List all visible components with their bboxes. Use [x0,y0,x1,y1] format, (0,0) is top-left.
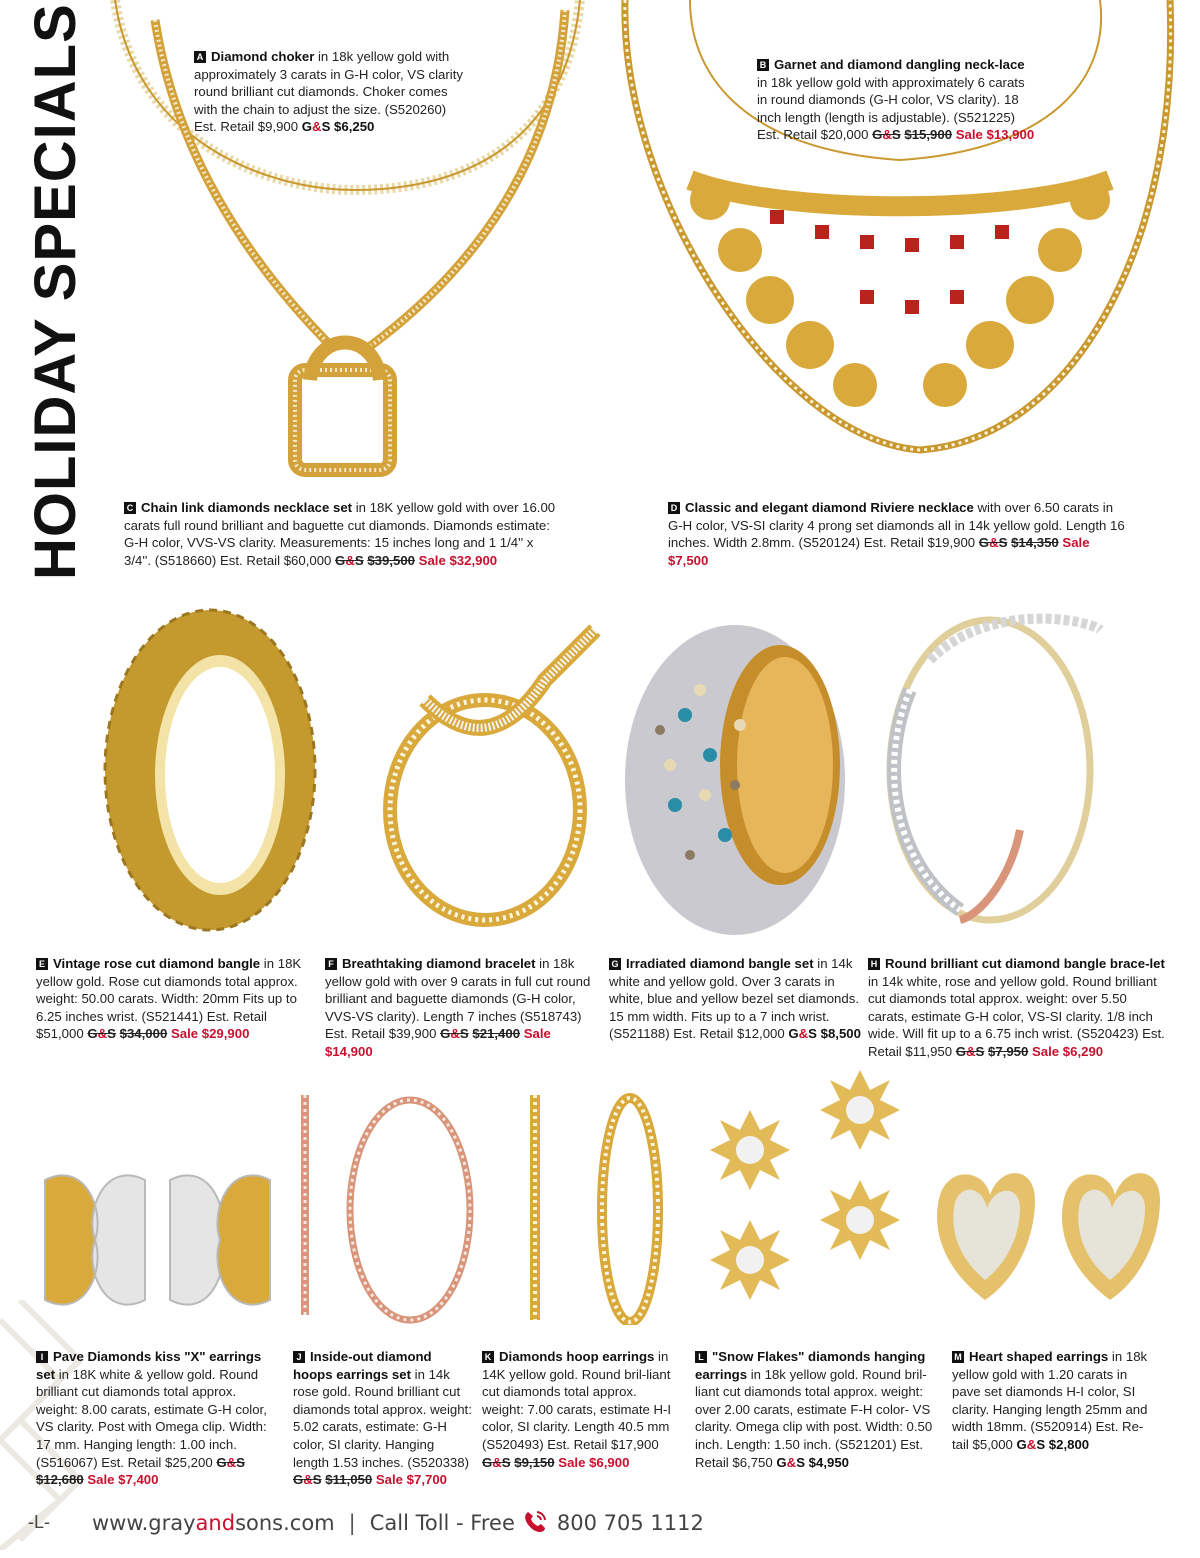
item-details: in 18k yellow gold with over 9 carats in full cut round brilliant and baguette diamonds (G-H color, VVS-VS clarity). Length 7 inches (S518743) Est. Retail $39,900 [325,956,591,1042]
gs-price: $6,250 [334,119,375,135]
item-d-description [668,499,1128,569]
item-c-description [124,499,564,569]
gs-label: G&S [293,1472,322,1488]
item-name: Classic and elegant diamond Riviere necklace [685,500,974,515]
item-letter-badge: G [609,958,621,970]
gs-price: $2,800 [1048,1436,1090,1452]
gs-label: G&S [301,119,331,135]
item-details: in 14k white, rose and yellow gold. Round brilliant cut diamonds total approx. weight: over 5.50 carats, estimate G-H color, VS-SI clarity. 1/8 inch wide. Will fit up to a 6.75 inch wrist. (S520423) Est. Retail $11,950 [868,973,1165,1059]
item-letter-badge: F [325,958,337,970]
item-name: Garnet and diamond dangling neck-lace [774,57,1025,72]
item-details: in 18k yellow gold with approximately 6 carats in round diamonds (G-H color, VS clarity). 18 inch length (length is adjustable). (S521225) Est. Retail $20,000 [757,74,1025,143]
item-details: in 18k yellow gold with 1.20 carats in pave set diamonds H-I color, SI clarity. Hanging length 25mm and width 18mm. (S520914) Est. Re-tail $5,000 [952,1349,1148,1452]
item-letter-badge: L [695,1351,707,1363]
item-letter-badge: B [757,59,769,71]
strike-price: $11,050 [325,1472,373,1488]
sale-price: Sale $6,290 [1032,1043,1104,1059]
gs-label: G&S [216,1454,245,1470]
item-i-description [36,1348,272,1489]
strike-price: $15,900 [904,127,953,143]
website-post: sons.com [235,1511,335,1535]
item-name: Diamond choker [211,49,315,64]
gs-label: G&S [872,127,901,143]
item-details: in 18K yellow gold. Rose cut diamonds total approx. weight: 50.00 carats. Width: 20mm Fits up to 6.25 inches wrist. (S521441) Est. Retail $51,000 [36,956,302,1042]
irradiated-diamond-bangle-image [615,605,860,940]
item-details: in 18K yellow gold with over 16.00 carats full round brilliant and baguette cut diamonds. Diamonds estimate: G-H color, VVS-VS clarity. Measurements: 15 inches long and 1 1/4'' x 3/4''. (S518660) Est. Retail $60,000 [124,500,556,568]
gs-price: $4,950 [808,1454,849,1470]
yellow-gold-hoops-image [510,1085,680,1325]
sale-price: Sale $7,400 [87,1472,159,1488]
website-and: and [195,1511,236,1535]
pave-x-earrings-image [35,1160,285,1320]
gs-price: $8,500 [820,1026,861,1042]
item-g-description [609,955,861,1043]
footer-separator: | [348,1511,356,1535]
item-letter-badge: M [952,1351,964,1363]
item-letter-badge: K [482,1351,494,1363]
sale-price: Sale $14,900 [325,1026,551,1059]
gs-label: G&S [1016,1436,1046,1452]
item-name: "Snow Flakes" diamonds hanging earrings [695,1349,926,1382]
strike-price: $21,400 [472,1026,521,1042]
baguette-diamond-bracelet-image [375,610,605,940]
item-letter-badge: J [293,1351,305,1363]
item-h-description [868,955,1168,1061]
item-details: in 18K white & yellow gold. Round brilliant cut diamonds total approx. weight: 8.00 carats, estimate G-H color, VS clarity. Post with Omega clip. Width: 17 mm. Hanging length: 1.00 inch. (S516067) Est. Retail $25,200 [36,1366,267,1470]
gs-label: G&S [440,1026,469,1042]
footer [92,1508,704,1541]
item-details: in 14k rose gold. Round brilliant cut diamonds total approx. weight: 5.02 carats, estimate: G-H color, SI clarity. Hanging length 1.53 inches. (S520338) [293,1366,472,1470]
gs-label: G&S [87,1026,116,1042]
item-k-description [482,1348,677,1471]
sale-price: Sale $13,900 [955,127,1035,143]
item-letter-badge: I [36,1351,48,1363]
heart-earrings-image [925,1160,1175,1310]
strike-price: $39,500 [367,552,415,568]
gs-label: G&S [788,1026,817,1042]
item-l-description [695,1348,935,1471]
snowflake-earrings-image [700,1070,910,1320]
page-title: HOLIDAY SPECIALS [23,3,88,580]
gs-label: G&S [482,1454,511,1470]
website-pre: www.gray [92,1511,196,1535]
strike-price: $34,000 [119,1026,168,1042]
item-details: with over 6.50 carats in G-H color, VS-SI clarity 4 prong set diamonds all in 14k yellow gold. Length 16 inches. Width 2.8mm. (S520124) Est. Retail $19,900 [668,500,1125,551]
page-mark: -L- [28,1512,50,1532]
item-m-description [952,1348,1152,1454]
strike-price: $12,680 [36,1472,84,1488]
item-letter-badge: A [194,51,206,63]
sale-price: Sale $7,700 [375,1472,448,1488]
website-link[interactable] [92,1511,335,1535]
item-name: Round brilliant cut diamond bangle brace-let [885,956,1165,971]
phone-icon [521,1508,549,1541]
gs-label: G&S [776,1454,805,1470]
item-e-description [36,955,318,1043]
item-name: Vintage rose cut diamond bangle [53,956,261,971]
strike-price: $9,150 [514,1454,555,1470]
item-name: Heart shaped earrings [969,1349,1109,1364]
item-f-description [325,955,600,1061]
item-name: Breathtaking diamond bracelet [342,956,536,971]
sale-price: Sale $7,500 [668,535,1090,568]
item-details: in 18k yellow gold with approximately 3 carats in G-H color, VS clarity round brilliant cut diamonds. Choker comes with the chain to adjust the size. (S520260) Est. Retail $9,900 [194,49,463,135]
call-label: Call Toll - Free [369,1511,515,1535]
item-name: Chain link diamonds necklace set [141,500,353,515]
sale-price: Sale $32,900 [418,552,498,568]
item-a-description [194,48,464,136]
item-details: in 14k white and yellow gold. Over 3 carats in white, blue and yellow bezel set diamonds. 15 mm width. Fits up to a 7 inch wrist. (S521188) Est. Retail $12,000 [609,956,859,1042]
item-details: in 14K yellow gold. Round bril-liant cut diamonds total approx. weight: 7.00 carats, estimate H-I color, SI clarity. Length 40.5 mm (S520493) Est. Retail $17,900 [482,1349,672,1452]
sale-price: Sale $6,900 [558,1454,630,1470]
page-title-vertical [14,3,88,580]
strike-price: $14,350 [1011,535,1059,551]
item-name: Diamonds hoop earrings [499,1349,655,1364]
item-name: Irradiated diamond bangle set [626,956,814,971]
rose-gold-hoops-image [285,1085,485,1325]
item-j-description [293,1348,473,1489]
item-letter-badge: D [668,502,680,514]
item-letter-badge: E [36,958,48,970]
sale-price: Sale $29,900 [170,1026,250,1042]
round-brilliant-bangle-image [870,600,1110,935]
item-letter-badge: H [868,958,880,970]
item-letter-badge: C [124,502,136,514]
item-name: Inside-out diamond hoops earrings set [293,1349,432,1382]
item-details: in 18k yellow gold. Round bril-liant cut diamonds total approx. weight: over 2.00 carats, estimate F-H color- VS clarity. Omega clip with post. Width: 0.50 inch. Length: 1.50 inch. (S521201) Est. Retail $6,750 [695,1366,933,1470]
gs-label: G&S [978,535,1008,551]
item-b-description [757,56,1037,144]
strike-price: $7,950 [988,1043,1029,1059]
rose-cut-bangle-image [90,600,330,940]
gs-label: G&S [955,1043,985,1059]
item-name: Pave Diamonds kiss "X" earrings set [36,1349,262,1382]
phone-number[interactable]: 800 705 1112 [556,1511,704,1535]
gs-label: G&S [335,552,364,568]
